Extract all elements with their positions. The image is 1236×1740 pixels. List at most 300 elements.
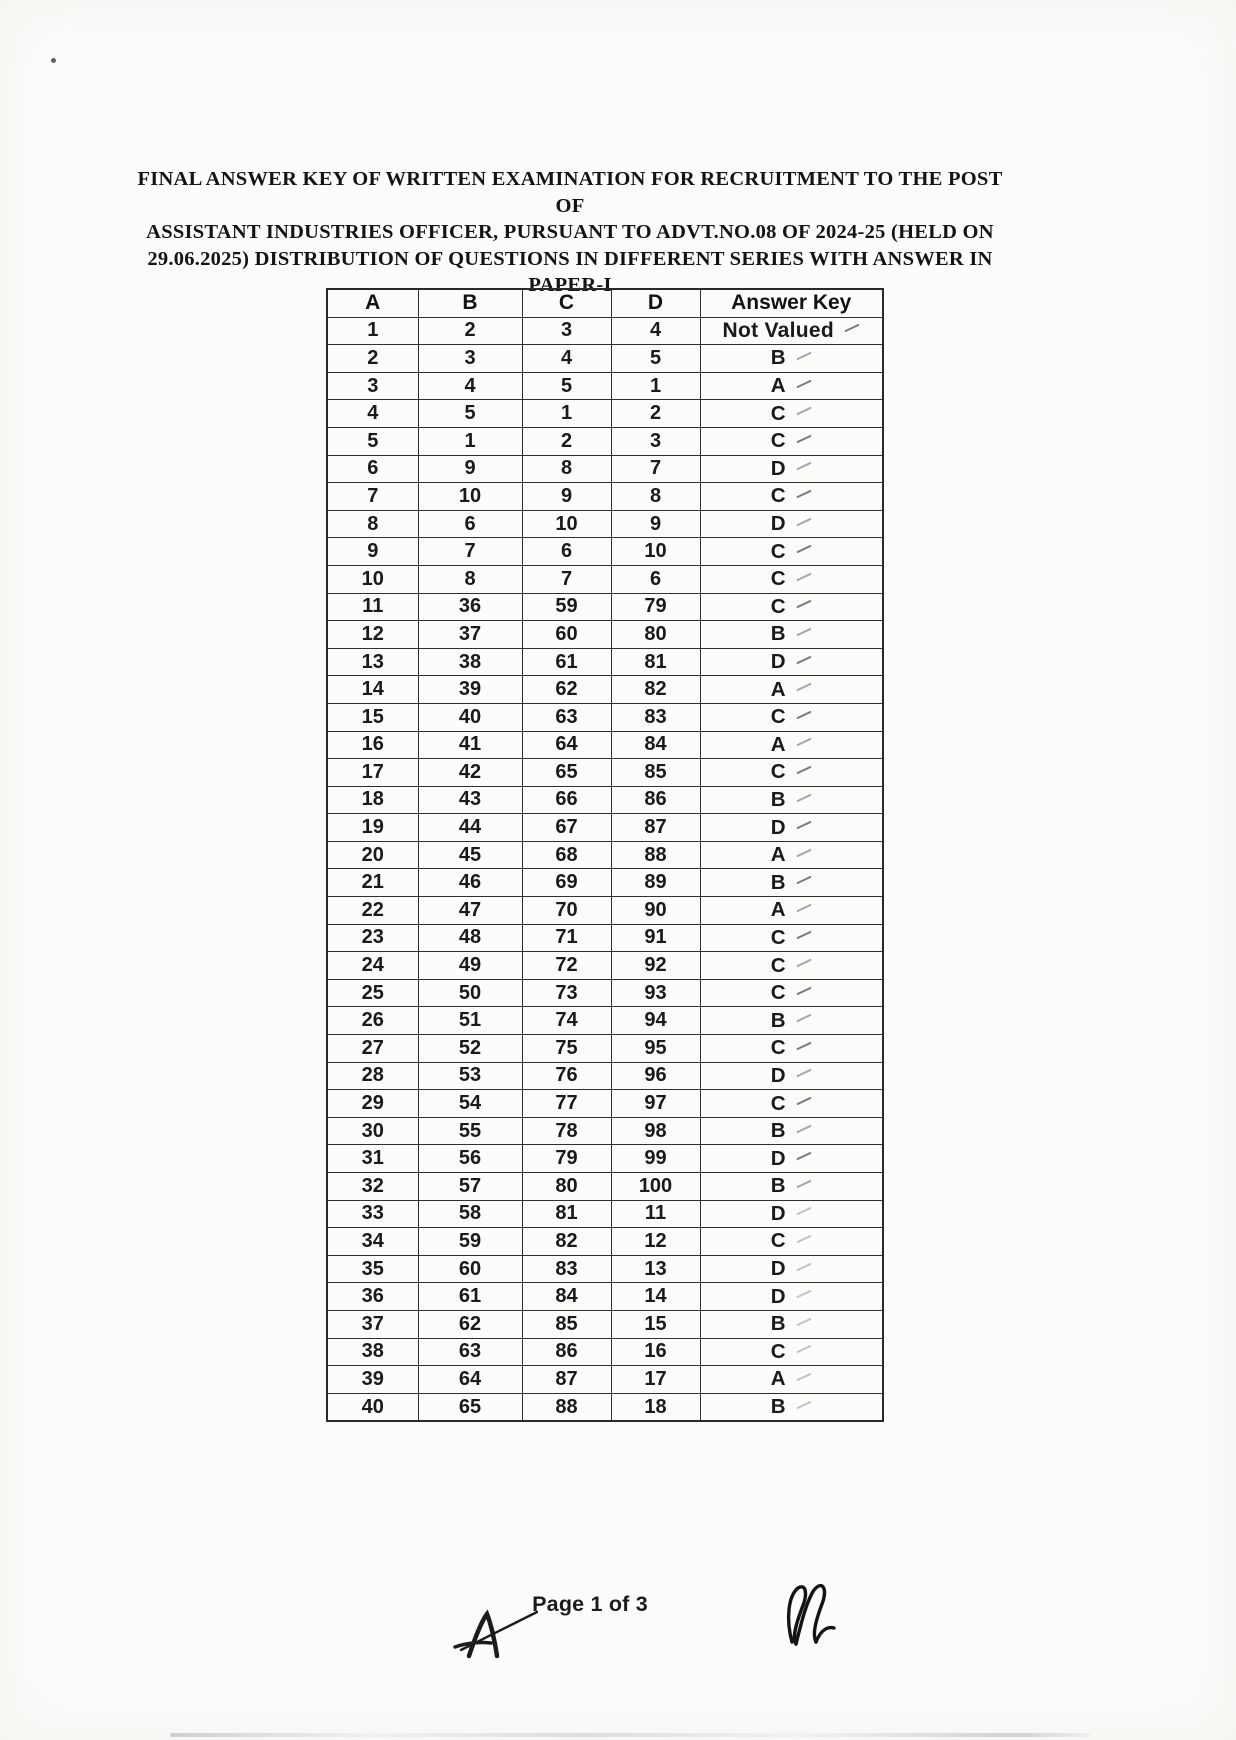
cell-series-d: 17	[611, 1366, 700, 1394]
checkmark-tick	[796, 572, 812, 581]
cell-answer	[700, 979, 883, 1007]
cell-series-d: 85	[611, 759, 700, 787]
cell-series-b: 63	[418, 1338, 522, 1366]
cell-series-a: 9	[327, 538, 418, 566]
answer-value: C	[770, 925, 786, 949]
cell-series-b: 4	[418, 372, 522, 400]
table-row	[327, 676, 883, 704]
cell-answer	[700, 1062, 883, 1090]
table-header	[327, 289, 883, 317]
table-row	[327, 924, 883, 952]
cell-series-a: 16	[327, 731, 418, 759]
cell-answer	[700, 510, 883, 538]
cell-series-a: 13	[327, 648, 418, 676]
cell-series-c: 66	[522, 786, 611, 814]
cell-series-b: 64	[418, 1366, 522, 1394]
cell-series-b: 8	[418, 565, 522, 593]
checkmark-tick	[796, 683, 812, 692]
answer-value: C	[770, 760, 786, 784]
checkmark-tick	[796, 821, 812, 830]
cell-series-b: 48	[418, 924, 522, 952]
cell-answer	[700, 372, 883, 400]
cell-answer	[700, 1338, 883, 1366]
cell-series-c: 67	[522, 814, 611, 842]
cell-series-d: 92	[611, 952, 700, 980]
table-row	[327, 1173, 883, 1201]
cell-series-a: 19	[327, 814, 418, 842]
checkmark-tick	[796, 1069, 812, 1078]
cell-series-c: 62	[522, 676, 611, 704]
cell-series-c: 7	[522, 565, 611, 593]
table-row	[327, 1366, 883, 1394]
cell-series-a: 25	[327, 979, 418, 1007]
cell-series-c: 60	[522, 621, 611, 649]
cell-series-c: 86	[522, 1338, 611, 1366]
cell-series-d: 8	[611, 483, 700, 511]
document-title	[128, 166, 1012, 299]
cell-series-c: 8	[522, 455, 611, 483]
cell-series-b: 58	[418, 1200, 522, 1228]
cell-answer	[700, 703, 883, 731]
checkmark-tick	[796, 1180, 812, 1189]
table-row	[327, 621, 883, 649]
answer-key-table	[326, 288, 884, 1422]
cell-series-d: 98	[611, 1117, 700, 1145]
cell-series-a: 29	[327, 1090, 418, 1118]
checkmark-tick	[796, 1097, 812, 1106]
cell-series-d: 4	[611, 317, 700, 345]
cell-series-c: 3	[522, 317, 611, 345]
cell-series-b: 36	[418, 593, 522, 621]
cell-series-b: 10	[418, 483, 522, 511]
cell-answer	[700, 621, 883, 649]
cell-series-a: 5	[327, 427, 418, 455]
cell-answer	[700, 897, 883, 925]
cell-series-b: 2	[418, 317, 522, 345]
answer-value: B	[770, 870, 786, 894]
cell-series-d: 14	[611, 1283, 700, 1311]
answer-value: B	[770, 346, 786, 370]
cell-series-b: 45	[418, 841, 522, 869]
cell-series-b: 55	[418, 1117, 522, 1145]
cell-answer	[700, 1090, 883, 1118]
table-row	[327, 979, 883, 1007]
checkmark-tick	[796, 379, 812, 388]
cell-series-c: 68	[522, 841, 611, 869]
cell-series-a: 10	[327, 565, 418, 593]
cell-series-d: 91	[611, 924, 700, 952]
cell-series-d: 89	[611, 869, 700, 897]
cell-series-b: 6	[418, 510, 522, 538]
answer-value: D	[770, 456, 786, 480]
answer-value: B	[770, 1312, 786, 1336]
cell-series-d: 7	[611, 455, 700, 483]
table-row	[327, 648, 883, 676]
table-row	[327, 483, 883, 511]
cell-series-c: 10	[522, 510, 611, 538]
cell-series-b: 38	[418, 648, 522, 676]
cell-series-d: 86	[611, 786, 700, 814]
cell-series-a: 15	[327, 703, 418, 731]
checkmark-tick	[796, 600, 812, 609]
cell-series-b: 49	[418, 952, 522, 980]
cell-series-d: 6	[611, 565, 700, 593]
cell-series-b: 40	[418, 703, 522, 731]
column-header-d: D	[611, 289, 700, 317]
checkmark-tick	[796, 1345, 812, 1354]
title-line: ASSISTANT INDUSTRIES OFFICER, PURSUANT TO ADVT.NO.08 OF 2024-25 (HELD ON	[146, 221, 994, 243]
table-row	[327, 952, 883, 980]
cell-series-d: 83	[611, 703, 700, 731]
cell-answer	[700, 648, 883, 676]
answer-value: C	[770, 981, 786, 1005]
table-row	[327, 1228, 883, 1256]
table-row	[327, 759, 883, 787]
cell-answer	[700, 317, 883, 345]
table-row	[327, 1310, 883, 1338]
cell-answer	[700, 1228, 883, 1256]
checkmark-tick	[796, 793, 812, 802]
cell-answer	[700, 1200, 883, 1228]
cell-series-b: 41	[418, 731, 522, 759]
checkmark-tick	[796, 517, 812, 526]
checkmark-tick	[796, 462, 812, 471]
cell-series-c: 74	[522, 1007, 611, 1035]
cell-series-b: 62	[418, 1310, 522, 1338]
checkmark-tick	[796, 959, 812, 968]
table-row	[327, 1007, 883, 1035]
cell-answer	[700, 1173, 883, 1201]
cell-series-a: 17	[327, 759, 418, 787]
cell-series-d: 79	[611, 593, 700, 621]
cell-series-c: 88	[522, 1393, 611, 1421]
cell-series-d: 84	[611, 731, 700, 759]
cell-series-a: 34	[327, 1228, 418, 1256]
table-row	[327, 1338, 883, 1366]
cell-series-d: 93	[611, 979, 700, 1007]
cell-series-d: 81	[611, 648, 700, 676]
column-header-c: C	[522, 289, 611, 317]
cell-series-d: 99	[611, 1145, 700, 1173]
cell-series-c: 78	[522, 1117, 611, 1145]
answer-value: Not Valued	[722, 318, 835, 342]
cell-series-c: 73	[522, 979, 611, 1007]
answer-value: B	[770, 1119, 786, 1143]
cell-series-d: 10	[611, 538, 700, 566]
answer-value: A	[770, 1367, 786, 1391]
cell-series-d: 96	[611, 1062, 700, 1090]
cell-series-d: 11	[611, 1200, 700, 1228]
checkmark-tick	[796, 628, 812, 637]
table-row	[327, 1393, 883, 1421]
cell-series-c: 5	[522, 372, 611, 400]
table-row	[327, 400, 883, 428]
cell-series-a: 33	[327, 1200, 418, 1228]
cell-series-a: 20	[327, 841, 418, 869]
cell-answer	[700, 676, 883, 704]
cell-series-d: 80	[611, 621, 700, 649]
checkmark-tick	[796, 407, 812, 416]
checkmark-tick	[796, 1400, 812, 1409]
checkmark-tick	[796, 738, 812, 747]
checkmark-tick	[796, 848, 812, 857]
answer-value: D	[770, 1146, 786, 1170]
cell-series-b: 7	[418, 538, 522, 566]
table-row	[327, 1062, 883, 1090]
cell-series-b: 5	[418, 400, 522, 428]
cell-series-a: 40	[327, 1393, 418, 1421]
cell-answer	[700, 1310, 883, 1338]
answer-value: A	[770, 898, 786, 922]
checkmark-tick	[796, 710, 812, 719]
cell-answer	[700, 1007, 883, 1035]
cell-series-a: 18	[327, 786, 418, 814]
answer-value: B	[770, 787, 786, 811]
cell-series-b: 60	[418, 1255, 522, 1283]
cell-series-b: 50	[418, 979, 522, 1007]
table-row	[327, 1145, 883, 1173]
scan-speck	[51, 58, 56, 63]
checkmark-tick	[796, 655, 812, 664]
cell-series-a: 27	[327, 1035, 418, 1063]
cell-series-d: 16	[611, 1338, 700, 1366]
cell-series-b: 3	[418, 345, 522, 373]
cell-answer	[700, 345, 883, 373]
cell-series-c: 64	[522, 731, 611, 759]
handwritten-a-mark	[425, 1598, 545, 1668]
answer-value: D	[770, 650, 786, 674]
table-row	[327, 841, 883, 869]
table-row	[327, 345, 883, 373]
cell-series-b: 53	[418, 1062, 522, 1090]
cell-series-c: 81	[522, 1200, 611, 1228]
cell-answer	[700, 1283, 883, 1311]
table-row	[327, 565, 883, 593]
cell-answer	[700, 593, 883, 621]
cell-series-c: 65	[522, 759, 611, 787]
checkmark-tick	[796, 1373, 812, 1382]
cell-answer	[700, 924, 883, 952]
cell-series-a: 39	[327, 1366, 418, 1394]
answer-value: C	[770, 1036, 786, 1060]
table-row	[327, 731, 883, 759]
cell-series-c: 71	[522, 924, 611, 952]
table-row	[327, 1117, 883, 1145]
cell-series-d: 3	[611, 427, 700, 455]
answer-value: B	[770, 1395, 786, 1419]
cell-series-c: 70	[522, 897, 611, 925]
cell-series-a: 8	[327, 510, 418, 538]
checkmark-tick	[796, 986, 812, 995]
answer-value: A	[770, 732, 786, 756]
cell-series-c: 87	[522, 1366, 611, 1394]
cell-series-d: 95	[611, 1035, 700, 1063]
checkmark-tick	[796, 1207, 812, 1216]
cell-answer	[700, 1035, 883, 1063]
cell-series-c: 61	[522, 648, 611, 676]
title-line: 29.06.2025) DISTRIBUTION OF QUESTIONS IN DIFFERENT SERIES WITH ANSWER IN	[147, 247, 993, 270]
cell-series-d: 90	[611, 897, 700, 925]
cell-series-b: 51	[418, 1007, 522, 1035]
cell-series-a: 4	[327, 400, 418, 428]
cell-series-a: 35	[327, 1255, 418, 1283]
cell-series-a: 12	[327, 621, 418, 649]
cell-answer	[700, 759, 883, 787]
cell-answer	[700, 952, 883, 980]
cell-answer	[700, 1117, 883, 1145]
table-body	[327, 317, 883, 1421]
cell-series-a: 26	[327, 1007, 418, 1035]
cell-series-c: 69	[522, 869, 611, 897]
cell-answer	[700, 1393, 883, 1421]
answer-value: A	[770, 843, 786, 867]
checkmark-tick	[796, 352, 812, 361]
answer-value: B	[770, 1174, 786, 1198]
cell-series-b: 46	[418, 869, 522, 897]
table-row	[327, 786, 883, 814]
checkmark-tick	[796, 1318, 812, 1327]
cell-answer	[700, 786, 883, 814]
answer-value: C	[770, 539, 786, 563]
answer-value: C	[770, 1229, 786, 1253]
checkmark-tick	[796, 766, 812, 775]
answer-value: D	[770, 1201, 786, 1225]
cell-series-b: 43	[418, 786, 522, 814]
checkmark-tick	[796, 1262, 812, 1271]
checkmark-tick	[796, 904, 812, 913]
cell-series-c: 80	[522, 1173, 611, 1201]
answer-value: D	[770, 815, 786, 839]
answer-value: A	[770, 677, 786, 701]
cell-series-a: 31	[327, 1145, 418, 1173]
cell-series-c: 1	[522, 400, 611, 428]
answer-value: C	[770, 567, 786, 591]
cell-series-b: 57	[418, 1173, 522, 1201]
answer-value: C	[770, 429, 786, 453]
cell-series-c: 59	[522, 593, 611, 621]
answer-value: B	[770, 1008, 786, 1032]
cell-series-a: 1	[327, 317, 418, 345]
cell-answer	[700, 814, 883, 842]
table-row	[327, 427, 883, 455]
page-number-label: Page 1 of 3	[532, 1592, 648, 1616]
cell-series-b: 39	[418, 676, 522, 704]
answer-value: C	[770, 401, 786, 425]
cell-series-a: 32	[327, 1173, 418, 1201]
cell-series-d: 100	[611, 1173, 700, 1201]
cell-series-c: 83	[522, 1255, 611, 1283]
checkmark-tick	[796, 876, 812, 885]
checkmark-tick	[796, 1152, 812, 1161]
cell-series-a: 14	[327, 676, 418, 704]
cell-series-d: 87	[611, 814, 700, 842]
cell-series-c: 76	[522, 1062, 611, 1090]
answer-value: C	[770, 484, 786, 508]
cell-series-b: 54	[418, 1090, 522, 1118]
answer-value: D	[770, 1257, 786, 1281]
checkmark-tick	[796, 1290, 812, 1299]
cell-answer	[700, 1145, 883, 1173]
cell-series-a: 11	[327, 593, 418, 621]
cell-series-c: 77	[522, 1090, 611, 1118]
answer-value: D	[770, 1063, 786, 1087]
cell-series-b: 61	[418, 1283, 522, 1311]
cell-series-a: 22	[327, 897, 418, 925]
table-row	[327, 814, 883, 842]
cell-answer	[700, 427, 883, 455]
table-row	[327, 869, 883, 897]
column-header-answer-key: Answer Key	[700, 289, 883, 317]
cell-series-c: 79	[522, 1145, 611, 1173]
cell-series-b: 44	[418, 814, 522, 842]
checkmark-tick	[796, 1042, 812, 1051]
column-header-b: B	[418, 289, 522, 317]
table-row	[327, 538, 883, 566]
cell-series-c: 75	[522, 1035, 611, 1063]
checkmark-tick	[796, 1235, 812, 1244]
cell-series-a: 2	[327, 345, 418, 373]
table-row	[327, 372, 883, 400]
cell-series-d: 12	[611, 1228, 700, 1256]
answer-value: A	[770, 374, 786, 398]
table-row	[327, 455, 883, 483]
table-row	[327, 1283, 883, 1311]
table-row	[327, 1090, 883, 1118]
cell-answer	[700, 869, 883, 897]
cell-series-d: 15	[611, 1310, 700, 1338]
cell-series-d: 5	[611, 345, 700, 373]
table-row	[327, 593, 883, 621]
title-line: FINAL ANSWER KEY OF WRITTEN EXAMINATION FOR RECRUITMENT TO THE POST OF	[137, 168, 1003, 217]
title-line: PAPER-I	[528, 274, 612, 296]
cell-series-b: 37	[418, 621, 522, 649]
cell-series-a: 37	[327, 1310, 418, 1338]
cell-series-a: 6	[327, 455, 418, 483]
checkmark-tick	[796, 1124, 812, 1133]
checkmark-tick	[796, 931, 812, 940]
cell-series-a: 30	[327, 1117, 418, 1145]
cell-series-a: 38	[327, 1338, 418, 1366]
cell-series-a: 21	[327, 869, 418, 897]
cell-series-d: 1	[611, 372, 700, 400]
cell-series-a: 3	[327, 372, 418, 400]
cell-series-a: 28	[327, 1062, 418, 1090]
cell-series-c: 72	[522, 952, 611, 980]
answer-value: D	[770, 512, 786, 536]
cell-series-c: 2	[522, 427, 611, 455]
cell-series-a: 24	[327, 952, 418, 980]
cell-series-a: 36	[327, 1283, 418, 1311]
cell-series-a: 7	[327, 483, 418, 511]
cell-series-b: 52	[418, 1035, 522, 1063]
checkmark-tick	[796, 1014, 812, 1023]
cell-series-d: 13	[611, 1255, 700, 1283]
cell-answer	[700, 1255, 883, 1283]
cell-series-d: 88	[611, 841, 700, 869]
answer-value: C	[770, 1091, 786, 1115]
answer-value: D	[770, 1284, 786, 1308]
table-row	[327, 510, 883, 538]
cell-answer	[700, 483, 883, 511]
cell-series-b: 59	[418, 1228, 522, 1256]
cell-answer	[700, 538, 883, 566]
answer-value: C	[770, 953, 786, 977]
checkmark-tick	[796, 435, 812, 444]
answer-value: C	[770, 594, 786, 618]
cell-series-d: 9	[611, 510, 700, 538]
answer-value: C	[770, 705, 786, 729]
cell-series-d: 82	[611, 676, 700, 704]
